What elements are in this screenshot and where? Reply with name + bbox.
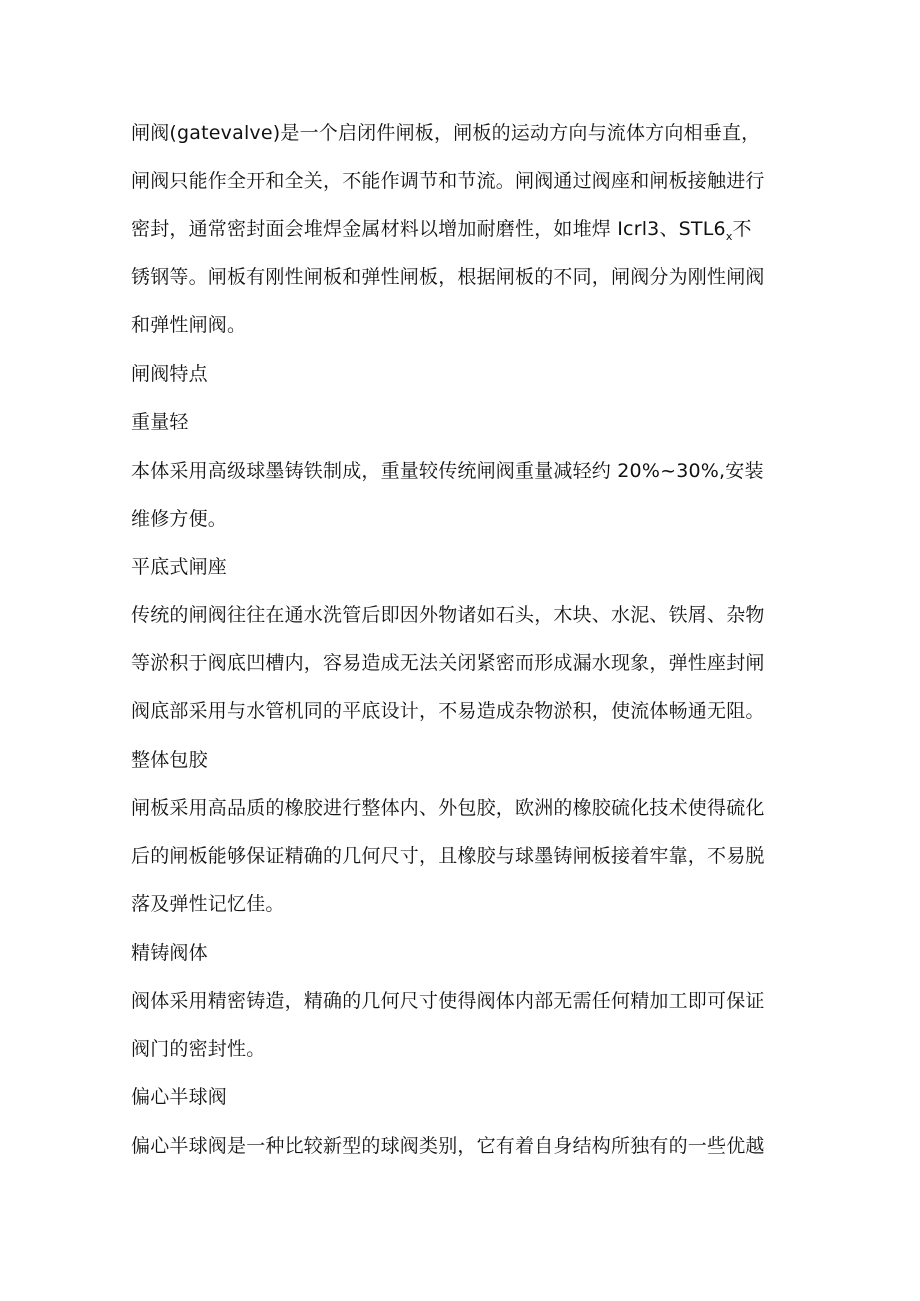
- heading-flat-seat: 平底式闸座: [131, 556, 228, 578]
- paragraph-flat-seat-line-1: 传统的闸阀往往在通水洗管后即因外物诸如石头，木块、水泥、铁屑、杂物: [131, 604, 765, 626]
- paragraph-flat-seat-line-3: 阀底部采用与水管机同的平底设计，不易造成杂物淤积，使流体畅通无阻。: [131, 700, 765, 722]
- paragraph-intro-line-3-tail: 不: [732, 218, 752, 240]
- paragraph-eccentric-line-1: 偏心半球阀是一种比较新型的球阀类别，它有着自身结构所独有的一些优越: [131, 1135, 765, 1157]
- paragraph-light-weight-line-2: 维修方便。: [131, 508, 228, 530]
- paragraph-flat-seat-line-2: 等淤积于阀底凹槽内，容易造成无法关闭紧密而形成漏水现象，弹性座封闸: [131, 652, 765, 674]
- paragraph-intro-line-3: [131, 217, 752, 249]
- paragraph-cast-line-2: 阀门的密封性。: [131, 1038, 266, 1060]
- paragraph-intro-line-3-text: 密封，通常密封面会堆焊金属材料以增加耐磨性，如堆焊 Icrl3、STL6: [131, 218, 726, 240]
- paragraph-intro-line-4: 锈钢等。闸板有刚性闸板和弹性闸板，根据闸板的不同，闸阀分为刚性闸阀: [131, 266, 765, 288]
- heading-rubber-coating: 整体包胶: [131, 749, 208, 771]
- paragraph-intro-line-5: 和弹性闸阀。: [131, 314, 247, 336]
- heading-light-weight: 重量轻: [131, 411, 189, 433]
- paragraph-rubber-line-3: 落及弹性记忆佳。: [131, 893, 285, 915]
- paragraph-cast-line-1: 阀体采用精密铸造，精确的几何尺寸使得阀体内部无需任何精加工即可保证: [131, 990, 765, 1012]
- subscript-x: x: [725, 230, 733, 243]
- heading-precision-cast-body: 精铸阀体: [131, 942, 208, 964]
- paragraph-intro-line-2: 闸阀只能作全开和全关，不能作调节和节流。闸阀通过阀座和闸板接触进行: [131, 170, 765, 192]
- heading-gate-valve-features: 闸阀特点: [131, 363, 208, 385]
- paragraph-rubber-line-2: 后的闸板能够保证精确的几何尺寸，且橡胶与球墨铸闸板接着牢靠，不易脱: [131, 845, 765, 867]
- paragraph-light-weight-line-1: 本体采用高级球墨铸铁制成，重量较传统闸阀重量减轻约 20%~30%,安装: [131, 460, 764, 482]
- paragraph-rubber-line-1: 闸板采用高品质的橡胶进行整体内、外包胶，欧洲的橡胶硫化技术使得硫化: [131, 797, 765, 819]
- heading-eccentric-half-ball-valve: 偏心半球阀: [131, 1086, 228, 1108]
- paragraph-intro-line-1: 闸阀(gatevalve)是一个启闭件闸板，闸板的运动方向与流体方向相垂直，: [131, 122, 761, 144]
